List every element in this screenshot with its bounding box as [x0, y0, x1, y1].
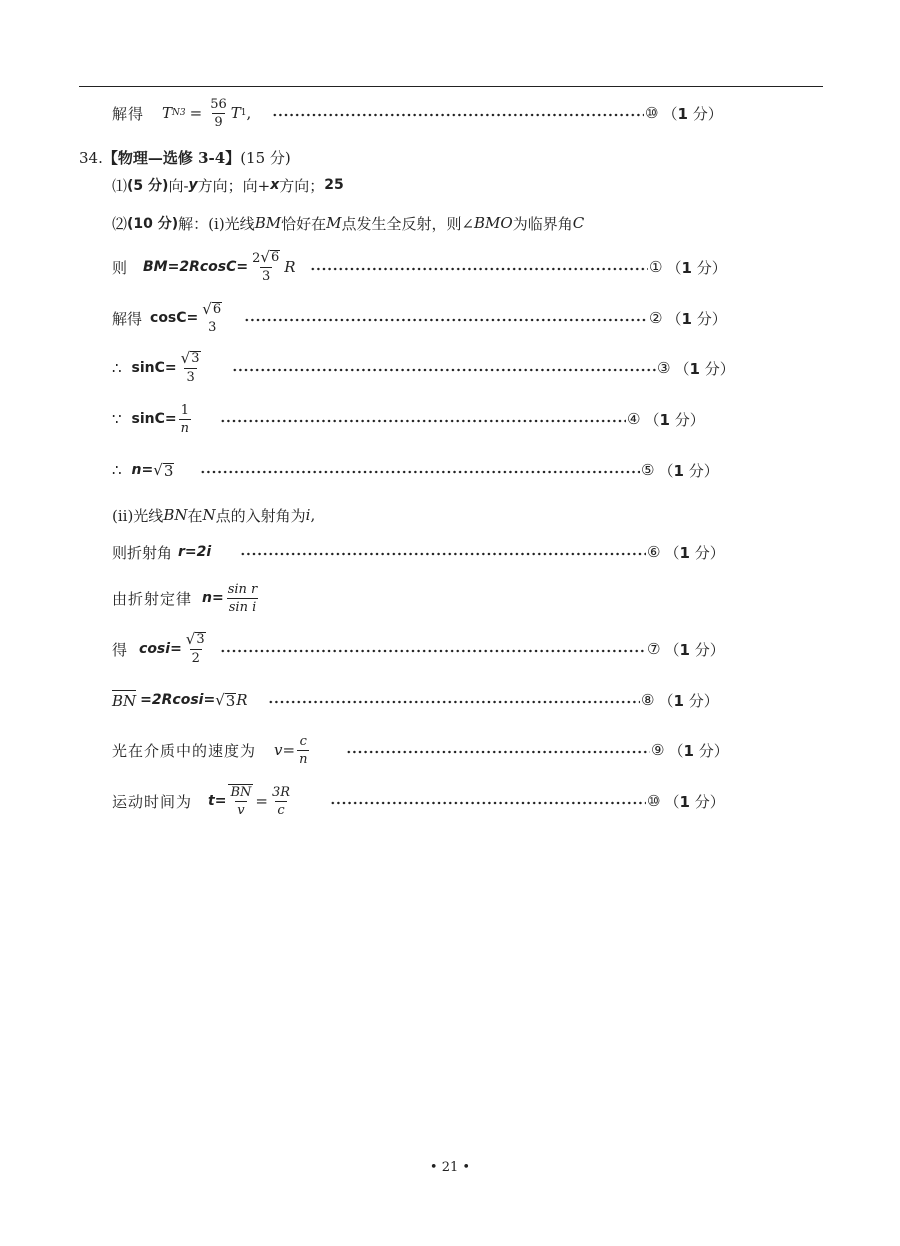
part-2-sub-ii: (ⅱ)光线 BN 在 N 点的入射角为 i ,: [112, 506, 316, 525]
circle-number-2: ②: [649, 309, 663, 327]
fraction-2sqrt6-3: 2 √ 6 3: [252, 248, 280, 284]
expression: r=2i: [178, 544, 212, 560]
answer-direction-2: 方向；向+: [197, 176, 271, 195]
fraction-sinr-sini: $\frac{\text{sin r}}{\text{sin i}}$: [227, 581, 258, 615]
radical: √ 3: [215, 690, 236, 710]
part-1-score: (5 分): [127, 178, 169, 194]
text: 为临界角: [512, 214, 573, 233]
leader-row-7: ⑦ （1 分）: [220, 636, 725, 662]
dot-leader: [346, 748, 650, 756]
radical: √ 6: [260, 248, 280, 266]
fraction-sqrt3-3: √ 3 3: [180, 349, 200, 385]
fraction-c-n: $\frac{c}{n}$: [299, 733, 308, 767]
circle-number-8: ⑧: [641, 691, 655, 709]
var-r: R: [284, 258, 296, 276]
expression: n=: [131, 462, 154, 478]
dot-leader: [244, 316, 648, 324]
var-i: i: [305, 506, 311, 524]
expression: sinC=: [131, 360, 177, 376]
equation-6: [112, 539, 211, 565]
fraction-1-n: $\frac{1}{n}$: [180, 402, 190, 436]
var-m: M: [326, 214, 342, 232]
line-label: 得: [112, 640, 128, 659]
part-2-score: (10 分): [127, 216, 179, 232]
var-y: y: [188, 177, 198, 193]
line-label: 由折射定律: [112, 589, 193, 608]
circle-number-1: ①: [649, 258, 663, 276]
dot-leader: [220, 417, 626, 425]
page-number: • 21 •: [429, 1160, 471, 1175]
text: (ⅱ)光线: [112, 506, 164, 525]
dot-leader: [330, 799, 646, 807]
part-1-answer: [112, 172, 344, 198]
line-label: 运动时间为: [112, 792, 193, 811]
expression: cosC=: [150, 310, 199, 326]
circle-number-10: ⑩: [645, 104, 659, 122]
circle-number-9: ⑨: [651, 741, 665, 759]
part-2-intro: [112, 210, 584, 236]
points-value: 1: [677, 104, 688, 123]
answer-value: 25: [324, 177, 344, 193]
equation-7: [112, 630, 210, 666]
dot-leader: [232, 366, 656, 374]
fraction-sqrt6-3: √ 6 3: [202, 299, 222, 335]
leader-row-6: ⑥ （1 分）: [240, 539, 725, 565]
leader-row-5: ⑤ （1 分）: [200, 457, 719, 483]
dot-leader: [272, 111, 644, 119]
text: 点发生全反射，则∠: [341, 214, 475, 233]
subscript-1: 1: [240, 108, 247, 118]
answer-direction-1: 向-: [168, 176, 189, 195]
dot-leader: [200, 468, 640, 476]
line-label: 解得: [112, 104, 145, 123]
circle-number-3: ③: [657, 359, 671, 377]
symbol-t1: T: [230, 104, 241, 122]
fraction-56-9: [208, 97, 229, 130]
text: 在: [187, 506, 203, 525]
fraction-bn-v: $\frac{BN}{v}$: [230, 785, 252, 818]
line-result-tn3: 解得 T N3 = $\frac{56}{9}$ T 1 ,: [112, 96, 252, 130]
equation-5: [112, 457, 174, 483]
equation-2: [112, 299, 226, 335]
var-r: R: [236, 691, 248, 709]
leader-row-1: ① （1 分）: [310, 254, 727, 280]
therefore-symbol: ∴: [112, 461, 122, 479]
expression: cosi=: [139, 641, 182, 657]
part-1-marker: ⑴: [112, 176, 128, 195]
dot-leader: [268, 698, 640, 706]
equation-1: [112, 248, 296, 284]
section-number: 34.: [79, 149, 103, 167]
leader-row-10a: [272, 100, 723, 126]
equation-8: [112, 687, 248, 713]
symbol-t: T: [162, 104, 173, 122]
section-heading: [79, 147, 291, 168]
fraction-3r-c: $\frac{3R}{c}$: [271, 784, 291, 818]
var-x: x: [270, 177, 280, 193]
equation-4: [112, 402, 193, 436]
equation-3: [112, 349, 205, 385]
text: 解：(ⅰ)光线: [178, 214, 255, 233]
line-label: 解得: [112, 309, 143, 328]
numerator: 56: [210, 96, 227, 112]
leader-row-10b: ⑩ （1 分）: [330, 788, 725, 814]
line-label: 则: [112, 258, 128, 277]
var-bmo: BMO: [474, 214, 513, 232]
equation-snell: [112, 581, 261, 615]
expression: sinC=: [131, 411, 177, 427]
expression: v=: [274, 741, 296, 759]
text: 点的入射角为: [215, 506, 306, 525]
leader-row-3: ③ （1 分）: [232, 355, 735, 381]
header-rule: [79, 86, 823, 87]
circle-number-5: ⑤: [641, 461, 655, 479]
points-unit: 分: [692, 104, 708, 123]
overline-bn: BN: [112, 692, 137, 710]
subscript-n3: N3: [172, 108, 186, 118]
expression: BM=2RcosC=: [143, 259, 249, 275]
leader-row-2: ② （1 分）: [244, 305, 727, 331]
leader-row-9: ⑨ （1 分）: [346, 737, 729, 763]
therefore-symbol: ∴: [112, 359, 122, 377]
expression: =2Rcosi=: [140, 692, 216, 708]
leader-row-8: ⑧ （1 分）: [268, 687, 719, 713]
var-bm: BM: [254, 214, 282, 232]
var-n: N: [202, 506, 216, 524]
denominator: 9: [214, 114, 223, 130]
line-label: 光在介质中的速度为: [112, 741, 257, 760]
equation-10: [112, 784, 294, 818]
points-label: （1 分）: [662, 104, 723, 123]
leader-row-4: ④ （1 分）: [220, 406, 705, 432]
line-label: 则折射角: [112, 543, 173, 562]
var-bn: BN: [163, 506, 188, 524]
dot-leader: [240, 550, 646, 558]
equals-sign: =: [189, 104, 203, 122]
dot-leader: [220, 647, 646, 655]
circle-number-7: ⑦: [647, 640, 661, 658]
fraction-sqrt3-2: √ 3 2: [185, 630, 205, 666]
var-c: C: [572, 214, 585, 232]
radical: √ 3: [153, 460, 174, 480]
expression: t=: [208, 793, 227, 809]
circle-number-10: ⑩: [647, 792, 661, 810]
because-symbol: ∵: [112, 410, 122, 428]
answer-direction-3: 方向；: [279, 176, 325, 195]
equation-9: [112, 733, 311, 767]
text: 恰好在: [281, 214, 327, 233]
expression: n=: [202, 590, 224, 606]
circle-number-4: ④: [627, 410, 641, 428]
equals-sign: =: [255, 792, 268, 810]
section-score: (15 分): [240, 149, 291, 167]
dot-leader: [310, 265, 648, 273]
part-2-marker: ⑵: [112, 214, 128, 233]
section-title: 【物理—选修 3-4】: [102, 149, 241, 167]
circle-number-6: ⑥: [647, 543, 661, 561]
